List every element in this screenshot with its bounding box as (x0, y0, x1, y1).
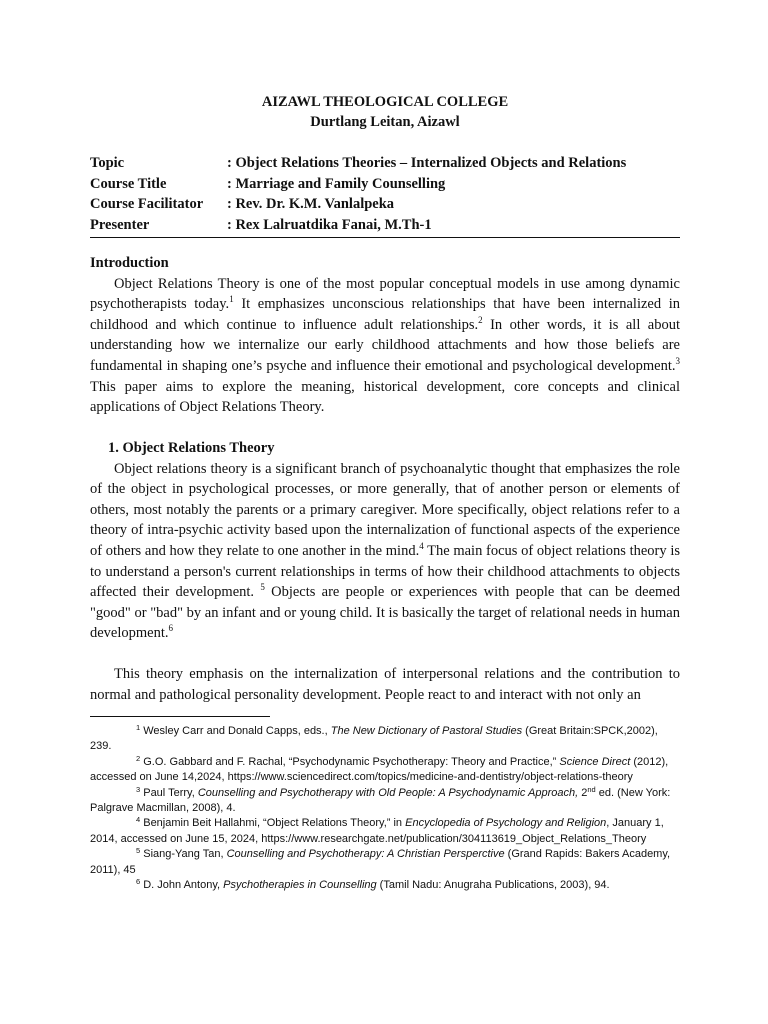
footnote-ref: 1 (229, 294, 234, 305)
footnote-5: $^5$ Siang-Yang Tan, Counselling and Psychotherapy: A Christian Persperctive (Grand Rapids: Bakers Academy, 2011), 45 (90, 846, 671, 876)
footnotes (90, 724, 680, 893)
college-title: AIZAWL THEOLOGICAL COLLEGE (261, 94, 509, 110)
footnote-2: $^2$ G.O. Gabbard and F. Rachal, “Psychodynamic Psychotherapy: Theory and Practice,” Science Direct (2012), accessed on June 14,2024, https://www.sciencedirect.com/topics/medicine-and-dentistry/object-relations-theory (90, 753, 669, 784)
section-paragraph-1: Object relations theory is a significant branch of psychoanalytic thought that emphasizes the role of the object in psychological processes, or more generally, that of another person or elements of others, most notably the parents or a primary caregiver. More specifically, object relations refer to a theory of intra-psychic activity based upon the internalization of functional aspects of the experience of others and how they relate to one another in the mind.$^4$ The main focus of object relations theory is to understand a person's current relationships in terms of how their childhood attachments to objects affected their development. $^5$ Objects are people or experiences with people that can be deemed "good" or "bad" by an infant and or young child. It is basically the target of relational needs in human development.$^6$ (90, 460, 681, 642)
introduction-heading: Introduction (90, 255, 169, 271)
footnote-divider (90, 716, 270, 717)
introduction-section (90, 253, 680, 418)
meta-row-course-title (90, 174, 680, 195)
meta-value: : Rev. Dr. K.M. Vanlalpeka (227, 196, 395, 212)
college-location: Durtlang Leitan, Aizawl (310, 114, 460, 130)
footnote-ref: 6 (168, 623, 174, 634)
footnote-ref: 3 (675, 355, 680, 366)
meta-row-presenter (90, 215, 680, 236)
object-relations-section (90, 438, 680, 705)
meta-key: Presenter (90, 216, 150, 233)
meta-key: Topic (90, 155, 125, 171)
meta-value: : Rex Lalruatdika Fanai, M.Th-1 (227, 216, 432, 233)
meta-key: Course Facilitator (90, 196, 204, 212)
section-heading: 1. Object Relations Theory (108, 440, 275, 456)
meta-row-facilitator (90, 194, 680, 215)
footnote-1: $^1$ Wesley Carr and Donald Capps, eds., The New Dictionary of Pastoral Studies (Great Britain:SPCK,2002), 239. (90, 723, 658, 753)
footnote-ref: 2 (478, 314, 483, 325)
footnote-ref: 4 (419, 540, 424, 551)
footnote-ref: 5 (260, 582, 265, 593)
footnote-4: $^4$ Benjamin Beit Hallahmi, “Object Relations Theory,” in Encyclopedia of Psychology and Religion, January 1, 2014, accessed on June 15, 2024, https://www.researchgate.net/publication/304113619_Object_Relations_Theory (90, 815, 664, 845)
section-paragraph-2: This theory emphasis on the internalization of interpersonal relations and the contribution to normal and pathological personality development. People react to and interact with not only an (90, 665, 680, 703)
introduction-paragraph: Object Relations Theory is one of the most popular conceptual models in use among dynamic psychotherapists today.$^1$ It emphasizes unconscious relationships that have been internalized in childhood and which continue to influence adult relationships.$^2$ In other words, it is all about understanding how we internalize our early childhood attachments and how those beliefs are fundamental in shaping one’s psyche and influence their emotional and psychological development.$^3$ This paper aims to explore the meaning, historical development, core concepts and clinical applications of Object Relations Theory. (90, 275, 680, 416)
course-meta-table (90, 153, 680, 235)
meta-value: : Object Relations Theories – Internalized Objects and Relations (227, 155, 627, 171)
header-divider (90, 237, 680, 238)
footnote-6: $^6$ D. John Antony, Psychotherapies in Counselling (Tamil Nadu: Anugraha Publications, 2003), 94. (136, 877, 610, 892)
footnote-3: $^3$ Paul Terry, Counselling and Psychotherapy with Old People: A Psychodynamic Approach, 2nd ed. (New York: Palgrave Macmillan, 2008), 4. (90, 784, 671, 815)
meta-row-topic (90, 153, 680, 174)
meta-key: Course Title (90, 175, 167, 192)
meta-value: : Marriage and Family Counselling (227, 175, 446, 192)
